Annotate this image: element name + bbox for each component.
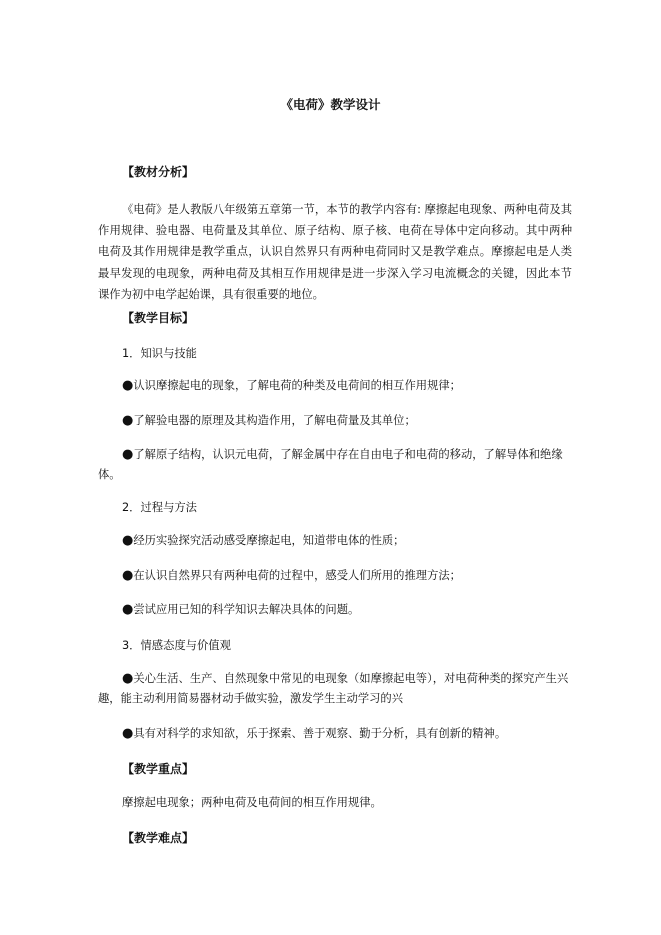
- bullet-icon: ●: [122, 726, 134, 741]
- analysis-heading: 【教材分析】: [122, 165, 195, 179]
- list-item: [98, 531, 572, 551]
- goals-heading: 【教学目标】: [122, 311, 195, 325]
- goals-subheading-knowledge: 1．知识与技能: [122, 347, 197, 360]
- list-item-text: 认识摩擦起电的现象，了解电荷的种类及电荷间的相互作用规律；: [133, 379, 461, 392]
- bullet-icon: ●: [122, 413, 134, 428]
- list-item: [98, 411, 572, 431]
- list-item-text: 关心生活、生产、自然现象中常见的电现象（如摩擦起电等），对电荷种类的探究产生兴趣，能主动利用简易器材动手做实验，激发学生主动学习的兴: [98, 672, 569, 705]
- bullet-icon: ●: [122, 447, 134, 462]
- list-item-text: 了解验电器的原理及其构造作用，了解电荷量及其单位；: [133, 414, 416, 427]
- list-item: [98, 669, 572, 709]
- bullet-icon: ●: [122, 533, 134, 548]
- analysis-paragraph: 《电荷》是人教版八年级第五章第一节，本节的教学内容有: 摩擦起电现象、两种电荷及其作用规律、验电器、电荷量及其单位、原子结构、原子核、电荷在导体中定向移动。其中两种电荷及其作用规律是教学重点，认识自然界只有两种电荷同时又是教学难点。摩擦起电是人类最早发现的电现象，两种电荷及其相互作用规律是进一步深入学习电流概念的关键，因此本节课作为初中电学起始课，具有很重要的地位。: [98, 203, 572, 301]
- document-title: 《电荷》教学设计: [280, 97, 381, 112]
- list-item: [98, 724, 572, 744]
- list-item-text: 尝试应用已知的科学知识去解决具体的问题。: [133, 603, 360, 616]
- list-item: [98, 376, 572, 396]
- goals-subheading-attitude: 3．情感态度与价值观: [122, 639, 231, 652]
- list-item: [98, 445, 572, 485]
- key-points-heading: 【教学重点】: [122, 762, 195, 776]
- bullet-icon: ●: [122, 378, 134, 393]
- difficulties-heading: 【教学难点】: [122, 831, 195, 845]
- list-item-text: 了解原子结构，认识元电荷，了解金属中存在自由电子和电荷的移动，了解导体和绝缘体。: [98, 448, 563, 481]
- bullet-icon: ●: [122, 568, 134, 583]
- bullet-icon: ●: [122, 602, 134, 617]
- list-item-text: 在认识自然界只有两种电荷的过程中，感受人们所用的推理方法；: [133, 569, 461, 582]
- bullet-icon: ●: [122, 671, 134, 686]
- goals-subheading-process: 2．过程与方法: [122, 501, 197, 514]
- list-item: [98, 600, 572, 620]
- list-item-text: 经历实验探究活动感受摩擦起电，知道带电体的性质；: [133, 534, 405, 547]
- list-item-text: 具有对科学的求知欲，乐于探索、善于观察、勤于分析，具有创新的精神。: [133, 727, 507, 740]
- list-item: [98, 566, 572, 586]
- key-points-text: 摩擦起电现象；两种电荷及电荷间的相互作用规律。: [122, 796, 382, 809]
